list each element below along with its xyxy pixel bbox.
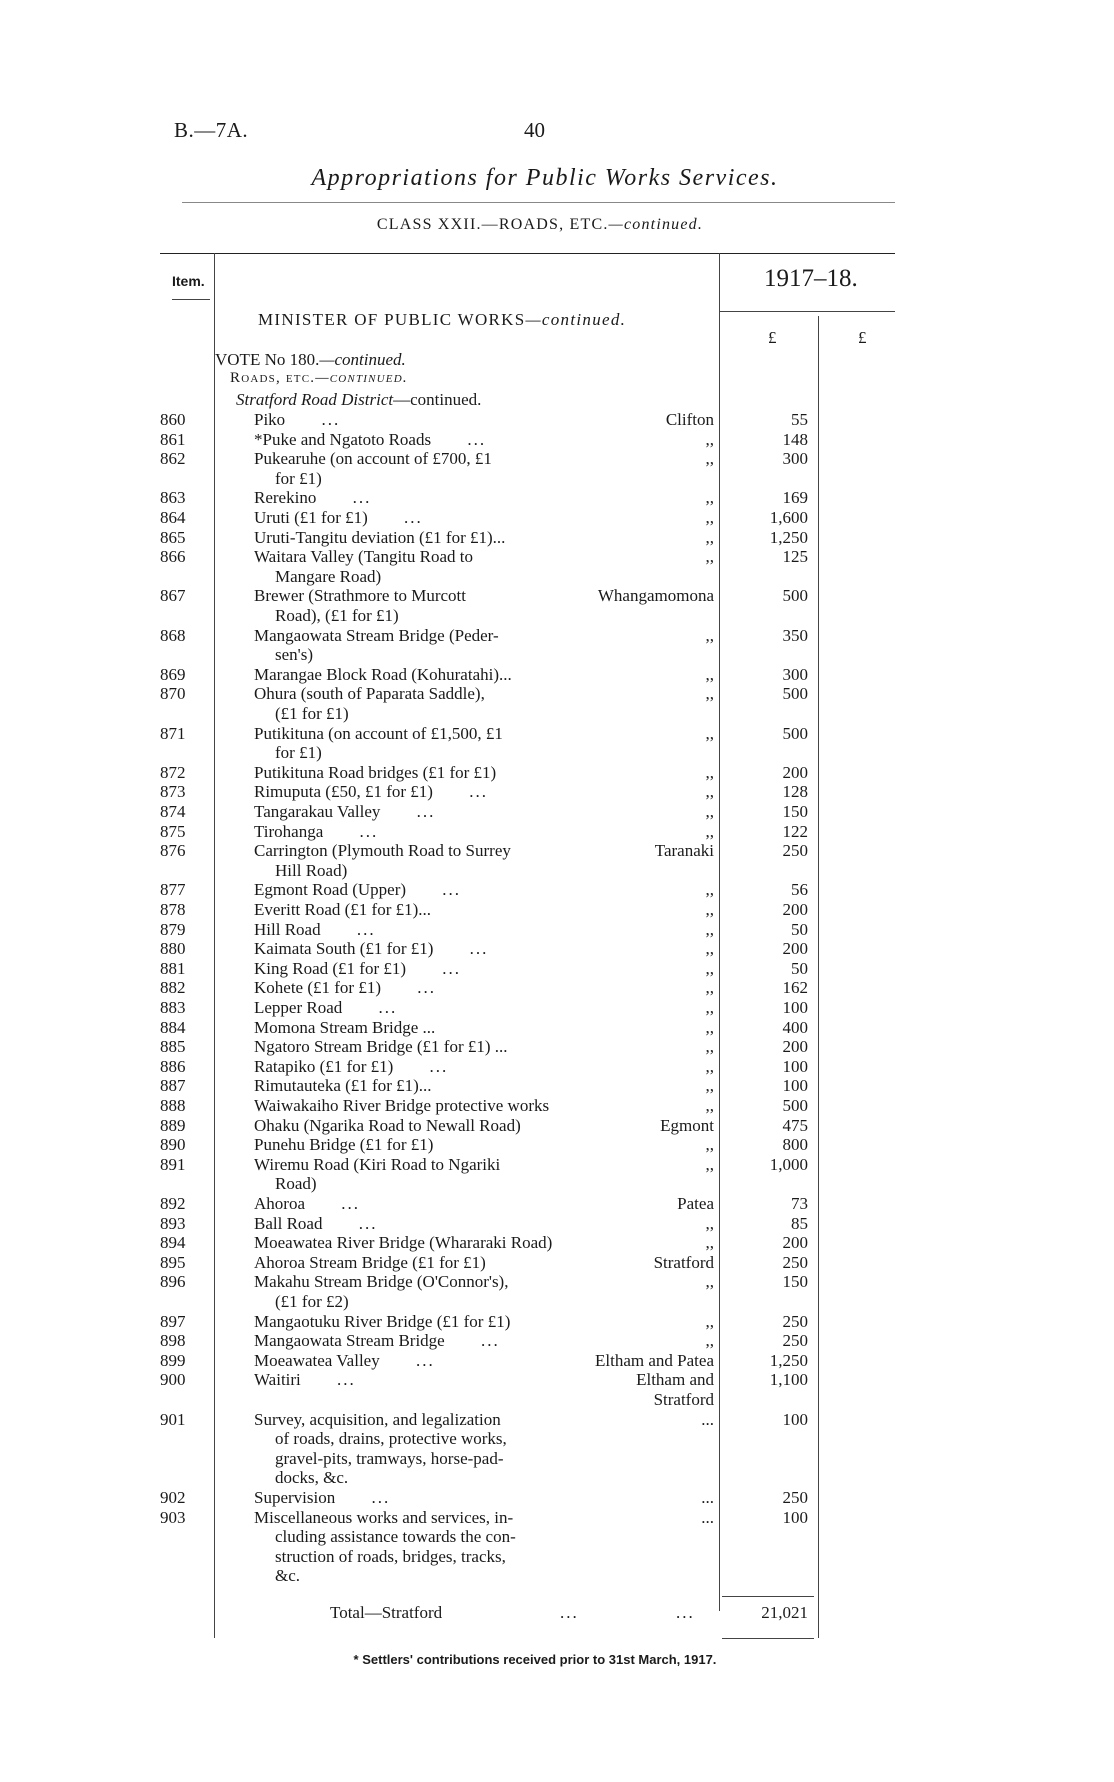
description-line: King Road (£1 for £1) ...	[254, 958, 462, 978]
item-location: Taranaki	[654, 841, 714, 861]
page-number: 40	[524, 118, 545, 142]
description-continuation: docks, &c.	[275, 1468, 349, 1488]
item-description	[254, 684, 582, 723]
description-line: Kohete (£1 for £1) ...	[254, 978, 436, 998]
item-description	[254, 586, 582, 625]
leader-dots: ...	[409, 1350, 435, 1370]
item-number: 869	[160, 664, 186, 684]
description-line: Ohaku (Ngarika Road to Newall Road)	[254, 1115, 521, 1135]
item-amount: 85	[791, 1213, 808, 1233]
item-number: 903	[160, 1507, 186, 1527]
vote-name: VOTE No 180.	[215, 350, 320, 369]
item-description	[254, 1331, 582, 1351]
minister-heading	[258, 310, 626, 330]
roads-continued: —continued.	[315, 370, 408, 386]
description-line: Ahoroa ...	[254, 1194, 360, 1213]
item-location: Stratford	[653, 1252, 714, 1272]
pound-symbol-2: £	[858, 328, 867, 347]
item-number: 879	[160, 919, 186, 939]
item-number: 900	[160, 1370, 186, 1390]
item-location: ,,	[705, 1017, 714, 1037]
item-description	[254, 1076, 582, 1096]
item-amount: 100	[782, 998, 808, 1017]
location-line: Stratford	[653, 1389, 714, 1409]
item-number: 874	[160, 802, 186, 821]
description-line: Egmont Road (Upper) ...	[254, 880, 462, 900]
description-line: Mangaowata Stream Bridge ...	[254, 1331, 500, 1351]
item-location: ,,	[705, 1272, 714, 1292]
item-number: 885	[160, 1037, 186, 1057]
description-continuation: &c.	[275, 1566, 301, 1586]
item-location: Clifton	[665, 410, 714, 429]
item-amount: 250	[782, 1331, 808, 1351]
item-amount: 56	[791, 880, 808, 900]
item-location: ...	[701, 1488, 714, 1507]
item-amount: 150	[782, 1272, 808, 1292]
item-amount: 122	[782, 821, 808, 841]
item-location: ,,	[705, 429, 714, 449]
description-continuation: Mangare Road)	[275, 566, 382, 586]
item-location: ,,	[705, 1076, 714, 1096]
total-leader-dots: ...	[560, 1603, 579, 1622]
item-amount: 500	[782, 1096, 808, 1115]
item-amount: 1,000	[769, 1154, 808, 1174]
item-amount: 475	[782, 1115, 808, 1135]
description-line: Moeawatea River Bridge (Whararaki Road)	[254, 1233, 553, 1253]
item-number: 877	[160, 880, 186, 900]
leader-dots: ...	[423, 1056, 449, 1076]
item-location: ,,	[705, 802, 714, 821]
description-line: Brewer (Strathmore to Murcott	[254, 586, 466, 606]
item-location: ,,	[705, 1135, 714, 1155]
description-continuation: sen's)	[275, 645, 314, 665]
item-number: 891	[160, 1154, 186, 1174]
item-location: ,,	[705, 488, 714, 508]
item-number: 892	[160, 1194, 186, 1213]
item-number: 864	[160, 508, 186, 527]
leader-dots: ...	[315, 410, 341, 429]
leader-dots: ...	[436, 880, 462, 900]
item-amount: 128	[782, 782, 808, 802]
item-amount: 300	[782, 449, 808, 469]
item-number: 896	[160, 1272, 186, 1292]
item-location: ,,	[705, 939, 714, 959]
item-description	[254, 410, 582, 430]
description-continuation: struction of roads, bridges, tracks,	[275, 1546, 506, 1566]
leader-dots: ...	[350, 919, 376, 939]
item-amount: 162	[782, 978, 808, 998]
item-description	[254, 822, 582, 842]
item-header-rule	[172, 299, 210, 300]
location-column-rule	[719, 253, 720, 1611]
leader-dots: ...	[463, 939, 489, 959]
item-location: ,,	[705, 762, 714, 782]
item-location: ,,	[705, 449, 714, 469]
item-amount: 100	[782, 1076, 808, 1096]
year-header-rule	[719, 311, 895, 312]
item-description	[254, 1116, 582, 1136]
class-subtitle	[0, 216, 1080, 234]
item-number: 880	[160, 939, 186, 959]
item-description	[254, 1233, 582, 1253]
item-location: ,,	[705, 547, 714, 567]
district-heading	[236, 390, 481, 410]
class-name: CLASS XXII.—ROADS, ETC.	[376, 216, 609, 233]
item-number: 878	[160, 900, 186, 919]
item-location: ,,	[705, 958, 714, 978]
description-line: Miscellaneous works and services, in-	[254, 1507, 514, 1527]
vote-heading	[215, 350, 406, 370]
item-location: Patea	[677, 1194, 714, 1213]
description-line: Moeawatea Valley ...	[254, 1350, 435, 1370]
total-leader-dots-2: ...	[676, 1603, 695, 1622]
description-line: Mangaowata Stream Bridge (Peder-	[254, 625, 499, 645]
item-location: ,,	[705, 821, 714, 841]
minister-name: MINISTER OF PUBLIC WORKS	[258, 310, 526, 329]
class-continued: —continued.	[608, 216, 704, 233]
item-description	[254, 1351, 582, 1371]
total-label: Total—Stratford	[330, 1603, 443, 1622]
description-line: Uruti-Tangitu deviation (£1 for £1)...	[254, 527, 506, 547]
item-amount: 150	[782, 802, 808, 821]
description-line: Pukearuhe (on account of £700, £1	[254, 449, 492, 469]
item-amount: 148	[782, 429, 808, 449]
item-location: ,,	[705, 625, 714, 645]
description-line: Ball Road ...	[254, 1213, 378, 1233]
item-number: 867	[160, 586, 186, 606]
item-location: ,,	[705, 723, 714, 743]
description-line: Waitiri ...	[254, 1370, 356, 1390]
item-location: ,,	[705, 782, 714, 802]
description-line: Rimutauteka (£1 for £1)...	[254, 1076, 432, 1096]
table-top-rule	[160, 253, 895, 254]
item-location: ,,	[705, 1056, 714, 1076]
description-continuation: Road), (£1 for £1)	[275, 605, 399, 625]
item-amount: 100	[782, 1507, 808, 1527]
item-number: 868	[160, 625, 186, 645]
leader-dots: ...	[352, 1213, 378, 1233]
item-number: 886	[160, 1056, 186, 1076]
description-line: Hill Road ...	[254, 919, 376, 939]
leader-dots: ...	[462, 782, 488, 802]
leader-dots: ...	[436, 958, 462, 978]
item-location: ,,	[705, 664, 714, 684]
leader-dots: ...	[365, 1488, 391, 1507]
item-description	[254, 998, 582, 1018]
description-line: Ahoroa Stream Bridge (£1 for £1)	[254, 1252, 486, 1272]
leader-dots: ...	[330, 1370, 356, 1390]
item-number: 888	[160, 1096, 186, 1115]
description-continuation: for £1)	[275, 743, 322, 763]
district-name: Stratford Road District	[236, 390, 394, 409]
description-continuation: of roads, drains, protective works,	[275, 1429, 507, 1449]
item-description	[254, 1037, 582, 1057]
description-line: Punehu Bridge (£1 for £1)	[254, 1135, 434, 1155]
item-column-rule	[214, 253, 215, 1638]
item-location	[636, 1370, 714, 1409]
item-amount: 100	[782, 1056, 808, 1076]
item-description	[254, 665, 582, 685]
description-continuation: (£1 for £1)	[275, 703, 349, 723]
item-number: 865	[160, 527, 186, 547]
item-number: 876	[160, 841, 186, 861]
description-line: Makahu Stream Bridge (O'Connor's),	[254, 1272, 509, 1292]
item-amount: 1,250	[769, 1350, 808, 1370]
item-description	[254, 488, 582, 508]
item-location: ,,	[705, 1331, 714, 1351]
leader-dots: ...	[474, 1331, 500, 1351]
item-number: 875	[160, 821, 186, 841]
item-description	[254, 1135, 582, 1155]
item-description	[254, 1096, 582, 1116]
description-line: Carrington (Plymouth Road to Surrey	[254, 841, 511, 861]
item-number: 881	[160, 958, 186, 978]
description-line: Ngatoro Stream Bridge (£1 for £1) ...	[254, 1037, 508, 1057]
item-description	[254, 1214, 582, 1234]
description-line: Piko ...	[254, 410, 341, 429]
item-amount: 250	[782, 841, 808, 861]
item-amount: 125	[782, 547, 808, 567]
item-amount: 250	[782, 1252, 808, 1272]
item-description	[254, 920, 582, 940]
description-continuation: gravel-pits, tramways, horse-pad-	[275, 1448, 504, 1468]
description-line: Everitt Road (£1 for £1)...	[254, 900, 432, 919]
item-description	[254, 1194, 582, 1214]
description-line: Uruti (£1 for £1) ...	[254, 508, 423, 527]
item-number: 894	[160, 1233, 186, 1253]
item-location: ...	[701, 1507, 714, 1527]
item-number: 866	[160, 547, 186, 567]
item-description	[254, 1508, 582, 1586]
item-location: ,,	[705, 919, 714, 939]
item-description	[254, 1272, 582, 1311]
item-location: ,,	[705, 900, 714, 919]
item-location: ,,	[705, 1154, 714, 1174]
item-number: 883	[160, 998, 186, 1017]
item-amount: 200	[782, 1037, 808, 1057]
item-location: ,,	[705, 527, 714, 547]
item-description	[254, 1155, 582, 1194]
item-description	[254, 1057, 582, 1077]
item-location: Eltham and Patea	[595, 1350, 714, 1370]
description-line: Rerekino ...	[254, 488, 372, 508]
item-number: 902	[160, 1488, 186, 1507]
item-description	[254, 841, 582, 880]
item-number: 863	[160, 488, 186, 508]
description-continuation: cluding assistance towards the con-	[275, 1527, 516, 1547]
total-amount: 21,021	[761, 1603, 808, 1622]
item-column-header: Item.	[172, 273, 205, 289]
item-description	[254, 1410, 582, 1488]
item-amount: 200	[782, 762, 808, 782]
item-number: 899	[160, 1350, 186, 1370]
item-location: ,,	[705, 998, 714, 1017]
leader-dots: ...	[346, 488, 372, 508]
total-top-rule	[722, 1596, 814, 1597]
description-continuation: for £1)	[275, 468, 322, 488]
item-location: ,,	[705, 1233, 714, 1253]
description-line: Supervision ...	[254, 1488, 391, 1507]
leader-dots: ...	[411, 978, 436, 998]
description-continuation: Hill Road)	[275, 860, 348, 880]
item-description	[254, 1312, 582, 1332]
leader-dots: ...	[372, 998, 398, 1017]
item-description	[254, 763, 582, 783]
item-amount: 1,600	[769, 508, 808, 527]
item-location: Egmont	[660, 1115, 714, 1135]
item-amount: 500	[782, 723, 808, 743]
item-amount: 169	[782, 488, 808, 508]
description-continuation: Road)	[275, 1174, 317, 1194]
description-line: Marangae Block Road (Kohuratahi)...	[254, 664, 512, 684]
item-location: ,,	[705, 508, 714, 527]
item-description	[254, 1488, 582, 1508]
item-number: 861	[160, 429, 186, 449]
item-location: ,,	[705, 1096, 714, 1115]
description-line: Waitara Valley (Tangitu Road to	[254, 547, 474, 567]
total-bottom-rule	[722, 1638, 814, 1639]
item-number: 893	[160, 1213, 186, 1233]
amount-column-rule	[818, 316, 819, 1638]
item-number: 871	[160, 723, 186, 743]
document-reference: B.—7A.	[174, 118, 249, 142]
item-number: 887	[160, 1076, 186, 1096]
description-line: Momona Stream Bridge ...	[254, 1017, 436, 1037]
item-location: ,,	[705, 1213, 714, 1233]
item-description	[254, 978, 582, 998]
roads-heading	[230, 370, 408, 387]
item-description	[254, 782, 582, 802]
item-description	[254, 1253, 582, 1273]
item-amount: 800	[782, 1135, 808, 1155]
description-line: Ratapiko (£1 for £1) ...	[254, 1056, 449, 1076]
description-line: Survey, acquisition, and legalization	[254, 1409, 501, 1429]
description-line: Wiremu Road (Kiri Road to Ngariki	[254, 1154, 501, 1174]
leader-dots: ...	[397, 508, 423, 527]
item-number: 898	[160, 1331, 186, 1351]
item-description	[254, 430, 582, 450]
location-line: Eltham and	[636, 1370, 714, 1390]
item-number: 862	[160, 449, 186, 469]
item-location: ...	[701, 1409, 714, 1429]
description-line: Ohura (south of Paparata Saddle),	[254, 684, 485, 704]
district-continued: —continued.	[393, 390, 482, 409]
description-line: Lepper Road ...	[254, 998, 398, 1017]
year-column-header: 1917–18.	[764, 265, 858, 292]
item-amount: 300	[782, 664, 808, 684]
item-description	[254, 528, 582, 548]
item-description	[254, 1370, 582, 1390]
item-number: 889	[160, 1115, 186, 1135]
pound-symbol-1: £	[768, 328, 777, 347]
item-number: 870	[160, 684, 186, 704]
item-number: 895	[160, 1252, 186, 1272]
item-amount: 200	[782, 1233, 808, 1253]
description-line: Rimuputa (£50, £1 for £1) ...	[254, 782, 488, 802]
page-title: Appropriations for Public Works Services.	[311, 165, 779, 191]
item-description	[254, 449, 582, 488]
item-number: 860	[160, 410, 186, 429]
item-description	[254, 547, 582, 586]
leader-dots: ...	[334, 1194, 360, 1213]
item-amount: 50	[791, 919, 808, 939]
description-line: Tangarakau Valley ...	[254, 802, 436, 821]
description-line: Mangaotuku River Bridge (£1 for £1)	[254, 1311, 511, 1331]
description-line: Tirohanga ...	[254, 821, 379, 841]
item-description	[254, 959, 582, 979]
item-amount: 1,100	[769, 1370, 808, 1390]
item-number: 884	[160, 1017, 186, 1037]
item-description	[254, 626, 582, 665]
item-amount: 250	[782, 1311, 808, 1331]
item-number: 897	[160, 1311, 186, 1331]
description-continuation: (£1 for £2)	[275, 1291, 349, 1311]
item-description	[254, 802, 582, 822]
item-description	[254, 900, 582, 920]
item-amount: 1,250	[769, 527, 808, 547]
item-description	[254, 724, 582, 763]
item-location: ,,	[705, 684, 714, 704]
leader-dots: ...	[410, 802, 436, 821]
footnote: * Settlers' contributions received prior to 31st March, 1917.	[353, 1652, 717, 1667]
vote-continued: —continued.	[319, 350, 406, 369]
item-location: ,,	[705, 1037, 714, 1057]
item-amount: 73	[791, 1194, 808, 1213]
item-description	[254, 1018, 582, 1038]
item-location: ,,	[705, 978, 714, 998]
item-amount: 50	[791, 958, 808, 978]
item-amount: 400	[782, 1017, 808, 1037]
item-location: ,,	[705, 880, 714, 900]
item-amount: 55	[791, 410, 808, 429]
item-amount: 500	[782, 684, 808, 704]
item-location: Whangamomona	[597, 586, 714, 606]
item-description	[254, 508, 582, 528]
description-line: Putikituna Road bridges (£1 for £1)	[254, 762, 497, 782]
item-amount: 500	[782, 586, 808, 606]
roads-name: Roads, etc.	[230, 370, 316, 386]
minister-continued: —continued.	[525, 310, 627, 329]
item-number: 872	[160, 762, 186, 782]
item-description	[254, 880, 582, 900]
item-number: 873	[160, 782, 186, 802]
description-line: *Puke and Ngatoto Roads ...	[254, 429, 487, 449]
item-amount: 200	[782, 900, 808, 919]
leader-dots: ...	[353, 821, 379, 841]
item-description	[254, 939, 582, 959]
item-amount: 200	[782, 939, 808, 959]
description-line: Waiwakaiho River Bridge protective works	[254, 1096, 550, 1115]
item-location: ,,	[705, 1311, 714, 1331]
item-number: 890	[160, 1135, 186, 1155]
item-amount: 350	[782, 625, 808, 645]
leader-dots: ...	[461, 429, 487, 449]
item-number: 901	[160, 1409, 186, 1429]
title-rule	[182, 202, 895, 203]
description-line: Kaimata South (£1 for £1) ...	[254, 939, 489, 959]
item-amount: 100	[782, 1409, 808, 1429]
item-amount: 250	[782, 1488, 808, 1507]
item-number: 882	[160, 978, 186, 998]
description-line: Putikituna (on account of £1,500, £1	[254, 723, 503, 743]
